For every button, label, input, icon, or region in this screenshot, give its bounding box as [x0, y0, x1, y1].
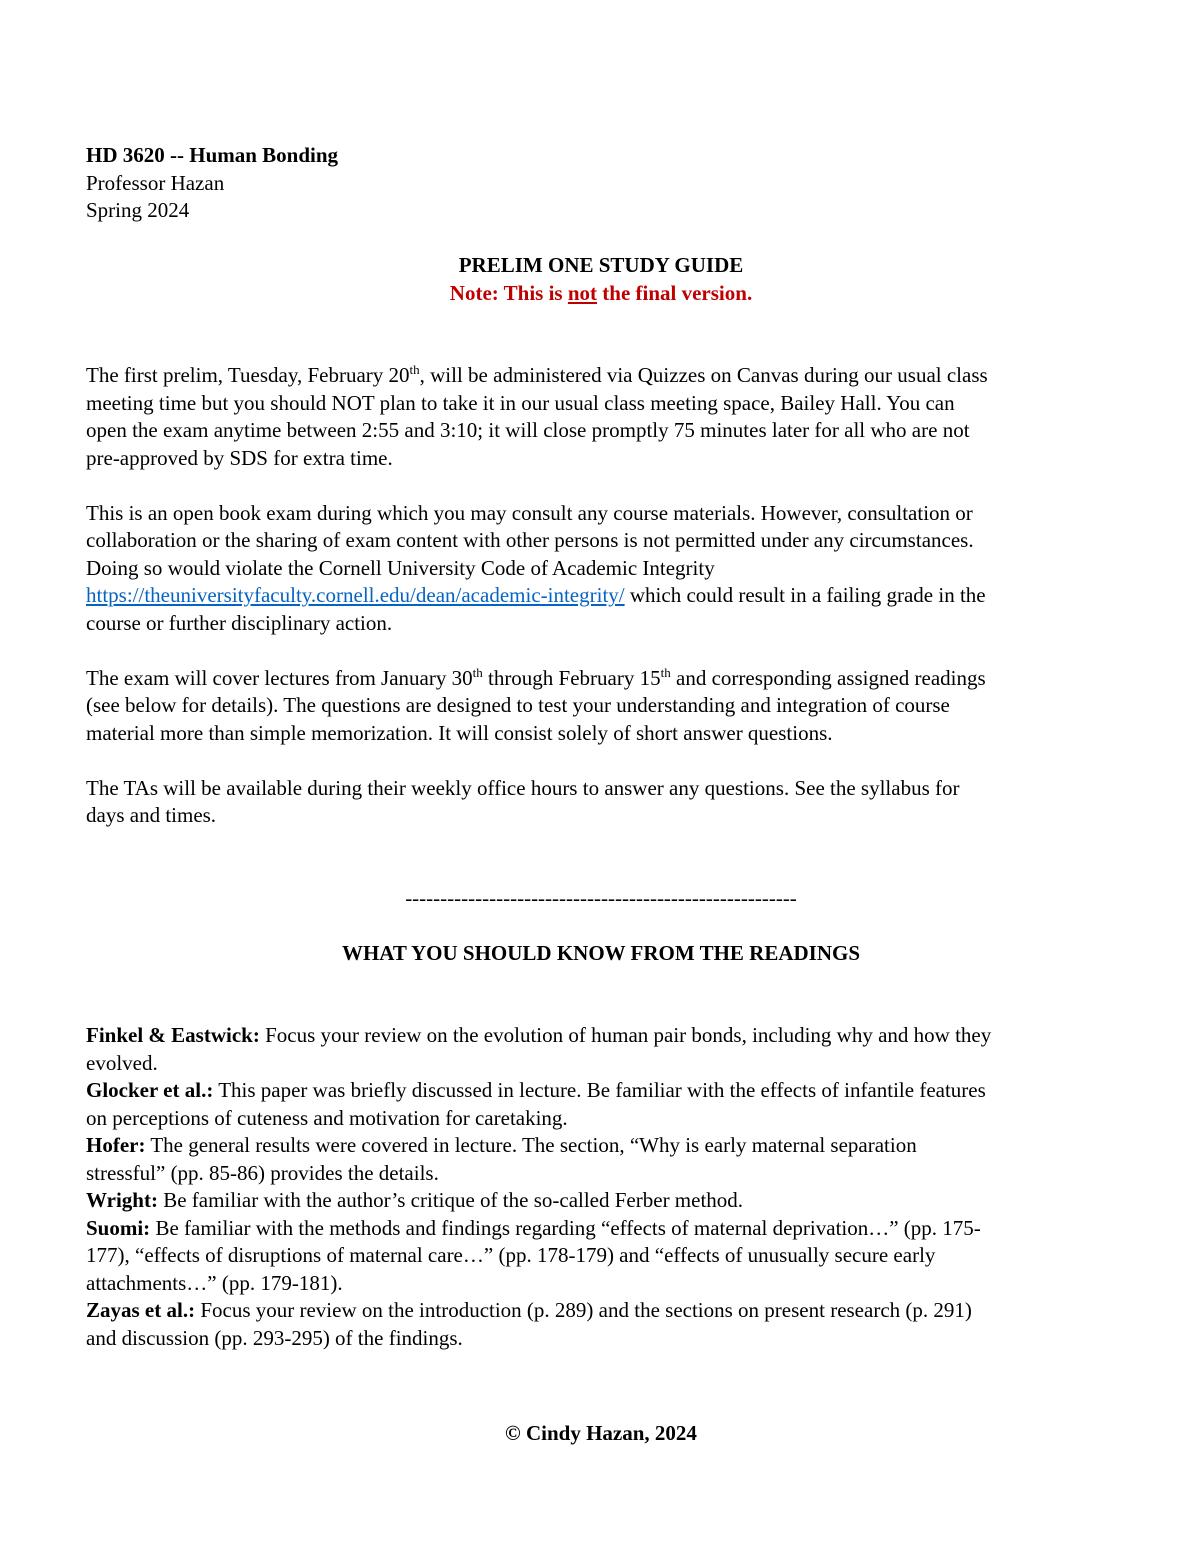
list-item: attachments…” (pp. 179-181).: [86, 1270, 343, 1295]
reading-author: Zayas et al.:: [86, 1298, 196, 1322]
reading-item-wright: [86, 1187, 1116, 1215]
list-item: 177), “effects of disruptions of maternal care…” (pp. 178-179) and “effects of unusually secure early: [86, 1243, 936, 1267]
reading-author: Suomi:: [86, 1215, 151, 1240]
paragraph-line: material more than simple memorization. It will consist solely of short answer questions.: [86, 720, 833, 745]
paragraph-line: The TAs will be available during their weekly office hours to answer any questions. See the syllabus for: [86, 775, 960, 800]
superscript: th: [660, 664, 671, 680]
list-item: [86, 1077, 1116, 1105]
paragraph-line: (see below for details). The questions are designed to test your understanding and integration of course: [86, 693, 950, 717]
list-item: on perceptions of cuteness and motivation for caretaking.: [86, 1105, 568, 1130]
paragraph-line: [86, 665, 1116, 693]
superscript: th: [409, 362, 420, 377]
text-run: This paper was briefly discussed in lecture. Be familiar with the effects of infantile features: [213, 1078, 986, 1102]
paragraph-line: [86, 362, 1116, 390]
list-item: [86, 1187, 1116, 1215]
list-item: evolved.: [86, 1050, 158, 1075]
list-item: [86, 1215, 1116, 1243]
academic-integrity-paragraph: [86, 500, 1116, 638]
text-run: and corresponding assigned readings: [670, 665, 986, 690]
section-divider: --------------------------------------------------------: [405, 885, 797, 910]
paragraph-line: Doing so would violate the Cornell University Code of Academic Integrity: [86, 555, 715, 580]
reading-author: Hofer:: [86, 1133, 146, 1157]
reading-author: Finkel & Eastwick:: [86, 1023, 260, 1047]
paragraph-line: collaboration or the sharing of exam content with other persons is not permitted under any circumstances.: [86, 528, 974, 552]
paragraph-line: pre-approved by SDS for extra time.: [86, 445, 393, 470]
exam-coverage-paragraph: [86, 665, 1116, 748]
exam-logistics-paragraph: [86, 362, 1116, 472]
paragraph-line: course or further disciplinary action.: [86, 610, 393, 635]
list-item: [86, 1132, 1116, 1160]
academic-integrity-link[interactable]: https://theuniversityfaculty.cornell.edu/dean/academic-integrity/: [86, 583, 625, 607]
draft-note-prefix: Note: This is: [449, 280, 568, 305]
text-run: which could result in a failing grade in the: [624, 583, 986, 607]
list-item: [86, 1022, 1116, 1050]
text-run: through February 15: [482, 665, 661, 690]
reading-item-glocker: [86, 1077, 1116, 1132]
text-run: Focus your review on the introduction (p. 289) and the sections on present research (p. 291): [195, 1298, 972, 1322]
reading-item-suomi: [86, 1215, 1116, 1298]
superscript: th: [472, 664, 483, 680]
draft-note: [86, 280, 1116, 308]
reading-author: Glocker et al.:: [86, 1078, 214, 1102]
text-run: The exam will cover lectures from January 30: [86, 665, 473, 690]
text-run: The general results were covered in lecture. The section, “Why is early maternal separation: [145, 1133, 917, 1157]
paragraph-line: days and times.: [86, 803, 217, 827]
list-item: stressful” (pp. 85-86) provides the details.: [86, 1160, 439, 1185]
readings-list: [86, 1022, 1116, 1352]
copyright-notice: © Cindy Hazan, 2024: [505, 1421, 697, 1445]
text-run: The first prelim, Tuesday, February 20: [86, 363, 410, 387]
reading-item-finkel-eastwick: [86, 1022, 1116, 1077]
paragraph-line: This is an open book exam during which you may consult any course materials. However, consultation or: [86, 500, 973, 525]
course-title: HD 3620 -- Human Bonding: [86, 143, 339, 167]
reading-author: Wright:: [86, 1188, 158, 1212]
text-run: Focus your review on the evolution of human pair bonds, including why and how they: [259, 1023, 992, 1047]
text-run: Be familiar with the author’s critique of the so-called Ferber method.: [157, 1188, 744, 1212]
list-item: [86, 1297, 1116, 1325]
reading-item-zayas: [86, 1297, 1116, 1352]
draft-note-suffix: the final version.: [597, 280, 753, 305]
document-body: [86, 142, 1116, 1448]
office-hours-paragraph: [86, 775, 1116, 830]
reading-item-hofer: [86, 1132, 1116, 1187]
readings-heading: WHAT YOU SHOULD KNOW FROM THE READINGS: [341, 940, 861, 965]
paragraph-line: open the exam anytime between 2:55 and 3:10; it will close promptly 75 minutes later for all who are not: [86, 418, 970, 442]
paragraph-line: [86, 582, 1116, 610]
professor-name: Professor Hazan: [86, 170, 225, 195]
draft-note-emphasis: not: [567, 280, 598, 305]
text-run: Be familiar with the methods and findings regarding “effects of maternal deprivation…” (pp. 175-: [150, 1215, 981, 1240]
list-item: and discussion (pp. 293-295) of the findings.: [86, 1325, 463, 1350]
page-title: PRELIM ONE STUDY GUIDE: [458, 253, 744, 277]
text-run: , will be administered via Quizzes on Canvas during our usual class: [419, 363, 988, 387]
term: Spring 2024: [86, 198, 190, 222]
paragraph-line: meeting time but you should NOT plan to take it in our usual class meeting space, Bailey Hall. You can: [86, 390, 955, 415]
